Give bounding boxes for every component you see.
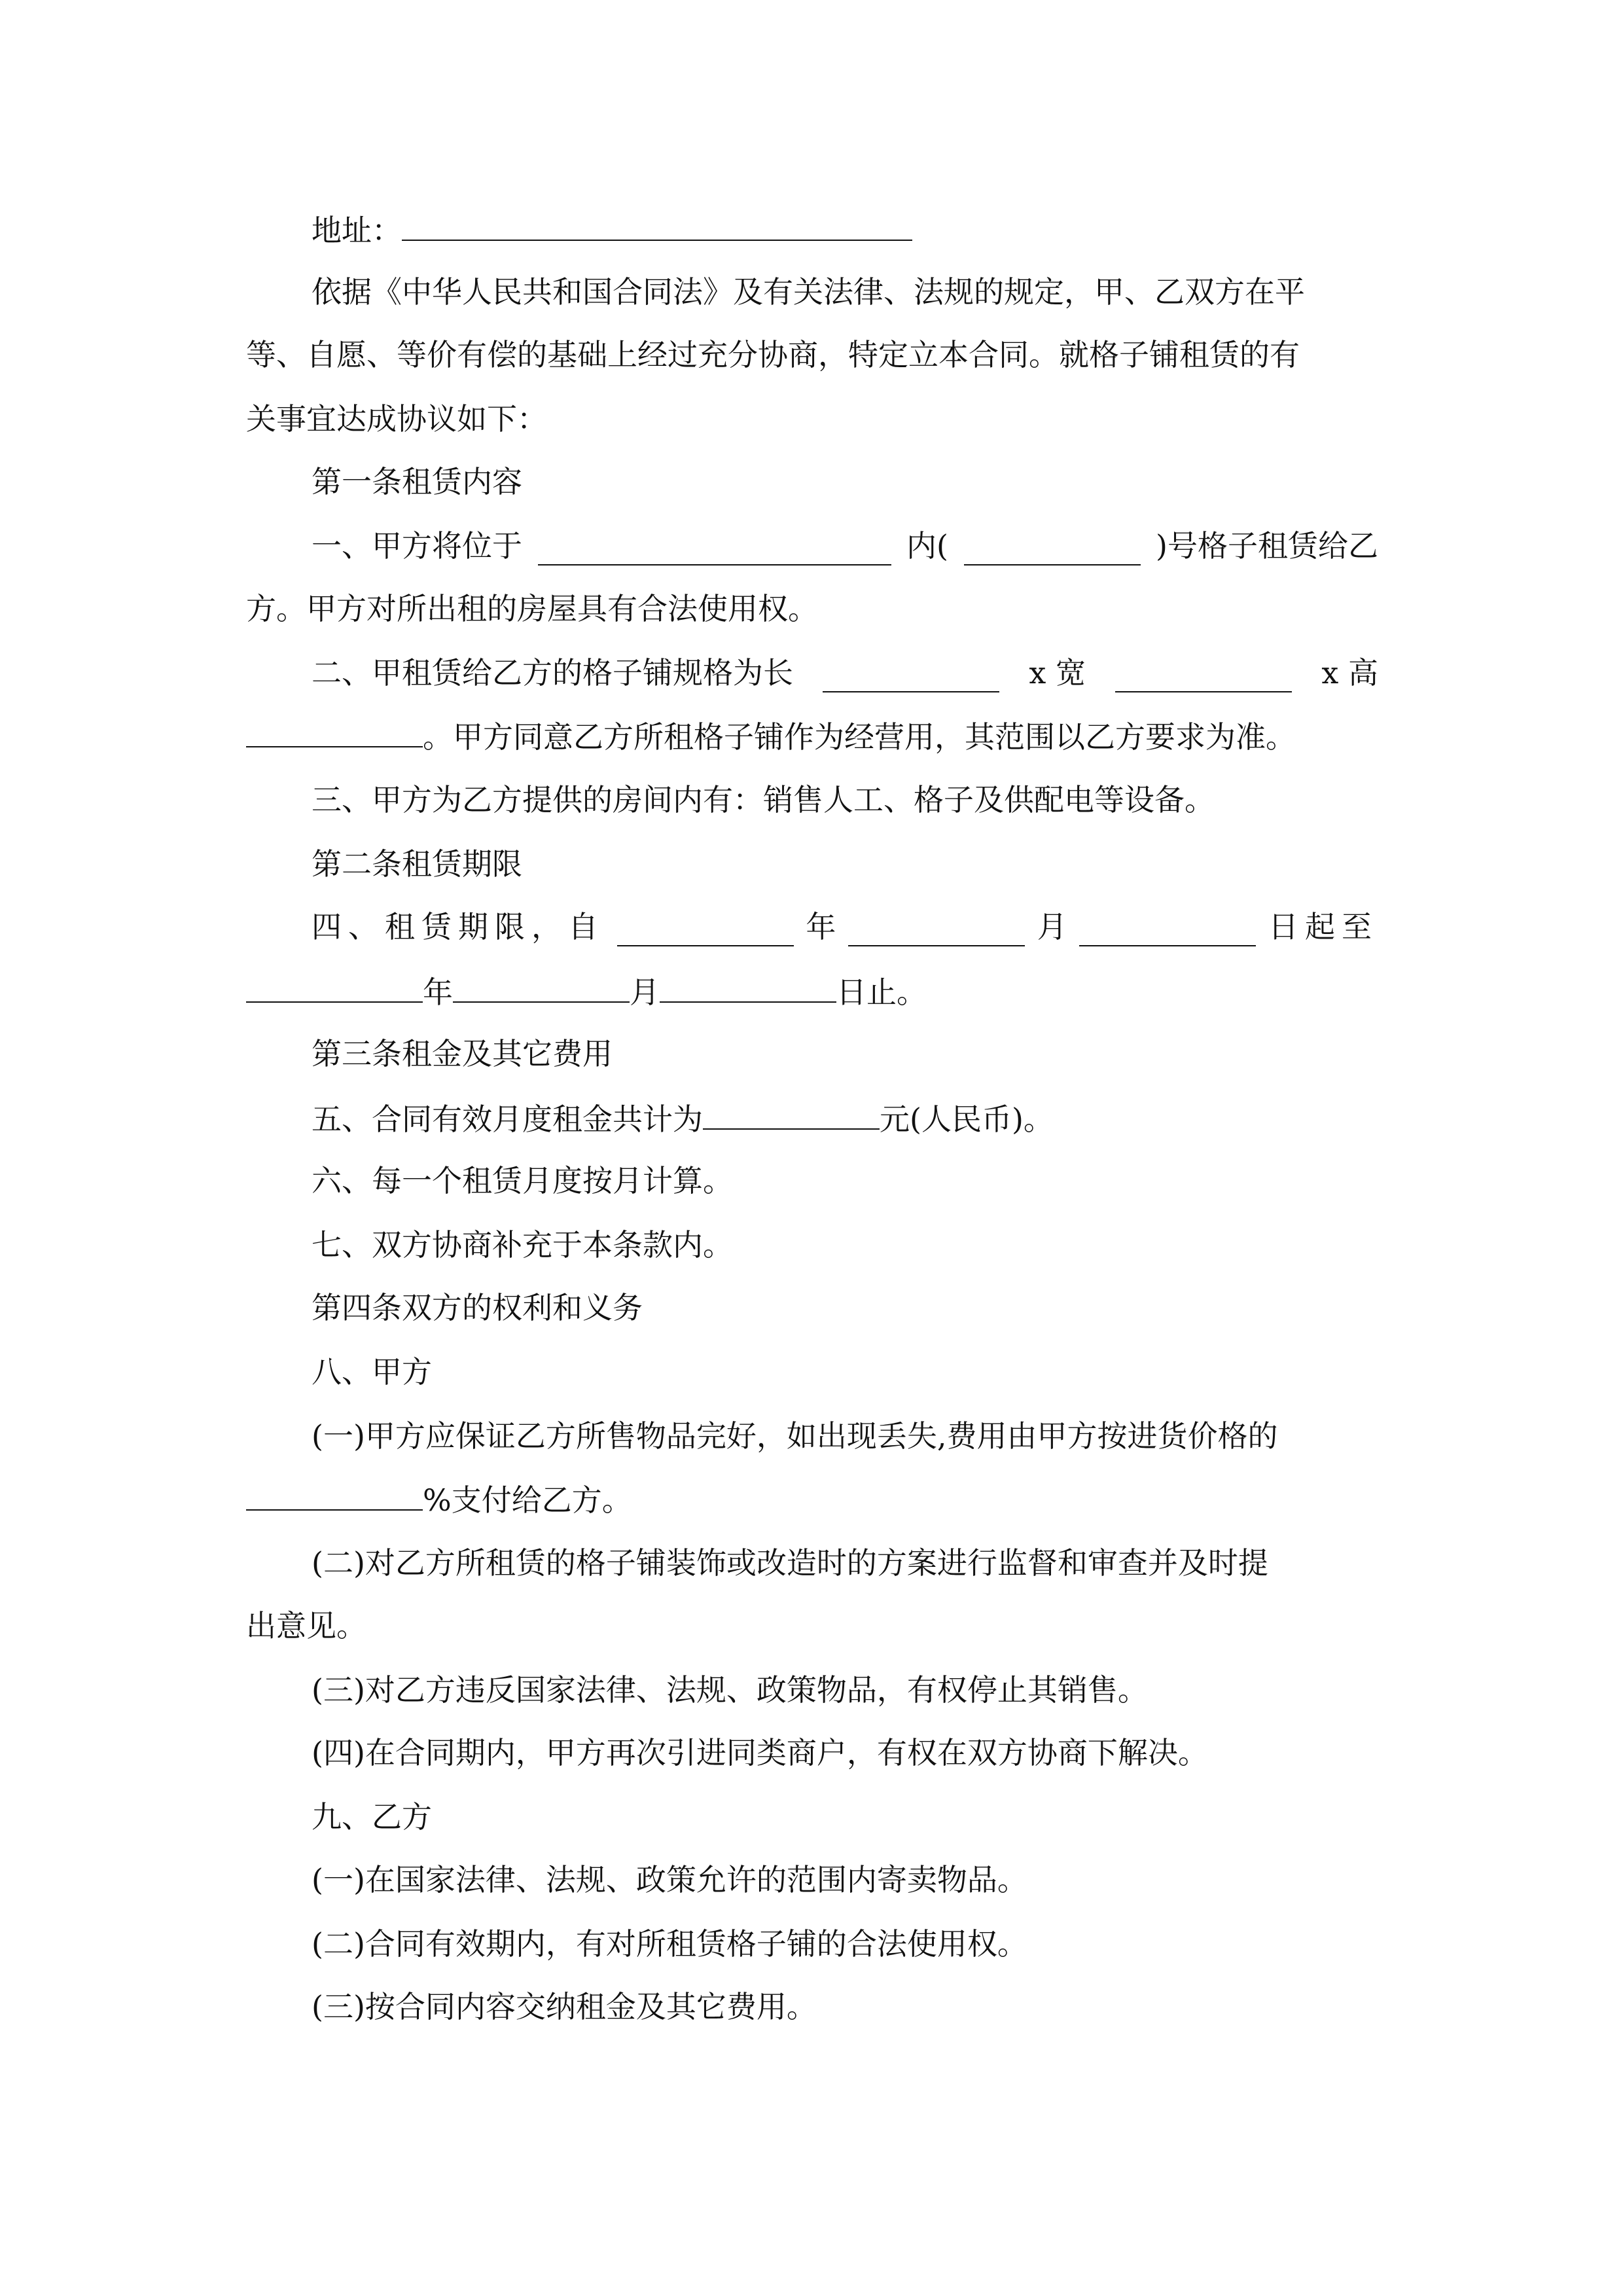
clause-4-line-2: [246, 971, 1378, 1011]
clause-8-2-text-a: (二)对乙方所租赁的格子铺装饰或改造时的方案进行监督和审查并及时提: [312, 1545, 1268, 1581]
article-1-title: [312, 462, 1378, 501]
clause-9-text: 九、乙方: [312, 1799, 432, 1835]
clause-9-3-line: [312, 1987, 1378, 2026]
preamble-line-2: [246, 335, 1378, 374]
clause-3-line: [312, 780, 1378, 819]
clause-8-2-text-b: 出意见。: [246, 1608, 366, 1643]
address-blank: [402, 209, 912, 241]
preamble-line-3: [246, 399, 1378, 439]
height-blank: [246, 716, 423, 747]
start-month-label: 月: [1037, 909, 1067, 944]
end-day-blank: [660, 971, 836, 1003]
clause-4-text-a: 四、租赁期限，自: [312, 909, 605, 944]
rent-amount-blank: [703, 1098, 880, 1130]
clause-2-line-1: [312, 653, 1378, 692]
clause-6-line: [312, 1161, 1378, 1200]
clause-1-text-c: )号格子租赁给乙: [1156, 528, 1378, 564]
length-blank: [823, 661, 999, 692]
clause-4-text-b: 日起至: [1268, 909, 1378, 944]
clause-2-text-b: x 宽: [1029, 655, 1086, 691]
clause-8-3-text: (三)对乙方违反国家法律、法规、政策物品，有权停止其销售。: [312, 1672, 1148, 1708]
percentage-blank: [246, 1479, 423, 1511]
clause-7-line: [312, 1225, 1378, 1265]
article-1-title-text: 第一条租赁内容: [312, 464, 522, 499]
clause-8-4-text: (四)在合同期内，甲方再次引进同类商户，有权在双方协商下解决。: [312, 1735, 1208, 1770]
clause-1-line-2: [246, 589, 1378, 628]
address-line: [312, 209, 1378, 249]
clause-7-text: 七、双方协商补充于本条款内。: [312, 1227, 733, 1263]
article-3-title-text: 第三条租金及其它费用: [312, 1036, 613, 1071]
clause-1-text-b: 内(: [906, 528, 948, 564]
clause-9-line: [312, 1797, 1378, 1837]
article-3-title: [312, 1034, 1378, 1073]
clause-9-2-text: (二)合同有效期内，有对所租赁格子铺的合法使用权。: [312, 1926, 1027, 1962]
clause-8-2-line-1: [312, 1543, 1378, 1583]
clause-8-1-line-1: [312, 1416, 1378, 1456]
clause-5-text-a: 五、合同有效月度租金共计为: [312, 1102, 703, 1137]
clause-2-text-a: 二、甲租赁给乙方的格子铺规格为长: [312, 655, 793, 691]
clause-8-1-line-2: [246, 1479, 1378, 1518]
clause-5-line: [312, 1098, 1378, 1138]
clause-3-text: 三、甲方为乙方提供的房间内有：销售人工、格子及供配电等设备。: [312, 782, 1215, 817]
clause-6-text: 六、每一个租赁月度按月计算。: [312, 1163, 733, 1198]
clause-9-3-text: (三)按合同内容交纳租金及其它费用。: [312, 1989, 817, 2024]
clause-1-text-d: 方。甲方对所出租的房屋具有合法使用权。: [246, 591, 818, 626]
clause-5-text-b: 元(人民币)。: [880, 1102, 1054, 1137]
clause-2-text-d: 。甲方同意乙方所租格子铺作为经营用，其范围以乙方要求为准。: [423, 719, 1296, 755]
end-year-label: 年: [423, 975, 453, 1010]
clause-8-1-text-b: %支付给乙方。: [423, 1482, 632, 1518]
clause-9-1-text: (一)在国家法律、法规、政策允许的范围内寄卖物品。: [312, 1862, 1027, 1897]
clause-4-line-1: [312, 907, 1378, 946]
preamble-line-1: [312, 272, 1378, 312]
clause-8-2-line-2: [246, 1606, 1378, 1645]
preamble-text-3: 关事宜达成协议如下：: [246, 401, 547, 437]
clause-4-text-c: 日止。: [836, 975, 927, 1010]
clause-2-line-2: [246, 716, 1378, 755]
clause-9-1-line: [312, 1860, 1378, 1899]
stall-number-blank: [964, 534, 1141, 565]
start-day-blank: [1079, 915, 1256, 946]
start-month-blank: [848, 915, 1025, 946]
clause-8-1-text-a: (一)甲方应保证乙方所售物品完好，如出现丢失,费用由甲方按进货价格的: [312, 1418, 1278, 1454]
start-year-label: 年: [806, 909, 836, 944]
clause-2-text-c: x 高: [1321, 655, 1378, 691]
article-4-title: [312, 1288, 1378, 1327]
clause-9-2-line: [312, 1924, 1378, 1964]
clause-8-4-line: [312, 1733, 1378, 1772]
article-2-title-text: 第二条租赁期限: [312, 846, 522, 882]
article-4-title-text: 第四条双方的权利和义务: [312, 1290, 643, 1325]
clause-1-line-1: [312, 526, 1378, 565]
preamble-text-2: 等、自愿、等价有偿的基础上经过充分协商，特定立本合同。就格子铺租赁的有: [246, 337, 1300, 372]
start-year-blank: [617, 915, 794, 946]
end-year-blank: [246, 971, 423, 1003]
preamble-text-1: 依据《中华人民共和国合同法》及有关法律、法规的规定，甲、乙双方在平: [312, 274, 1305, 310]
clause-8-text: 八、甲方: [312, 1354, 432, 1390]
width-blank: [1115, 661, 1292, 692]
end-month-label: 月: [630, 975, 660, 1010]
location-blank: [538, 534, 891, 565]
clause-8-3-line: [312, 1670, 1378, 1710]
clause-1-text-a: 一、甲方将位于: [312, 528, 522, 564]
article-2-title: [312, 844, 1378, 884]
end-month-blank: [453, 971, 630, 1003]
clause-8-line: [312, 1352, 1378, 1391]
address-label: 地址：: [312, 213, 402, 248]
